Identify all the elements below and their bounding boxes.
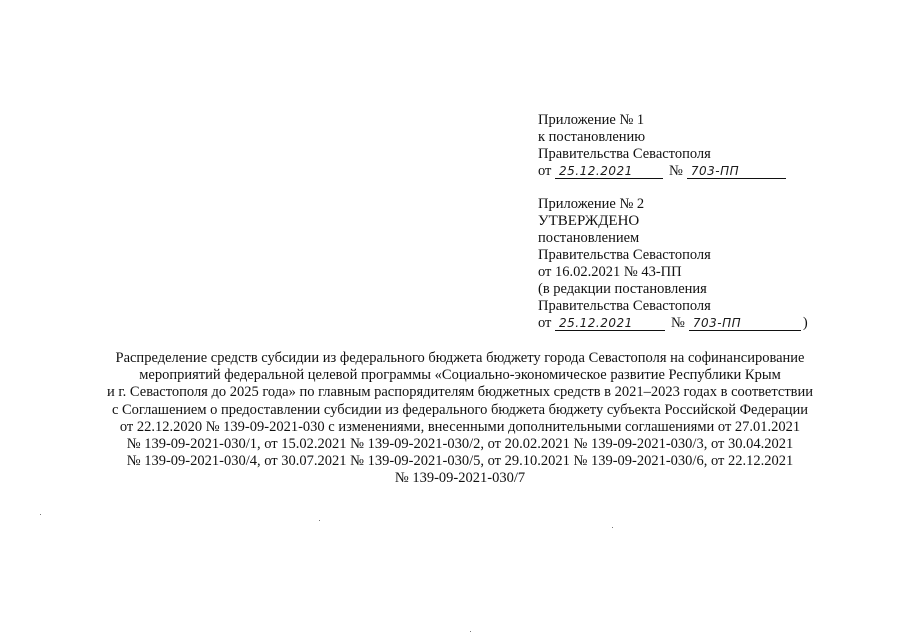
annex-2-close-paren: ): [802, 315, 808, 331]
annex-1-date-prefix: от: [538, 163, 552, 179]
annex-1-heading: Приложение № 1: [538, 112, 645, 128]
document-title: [70, 350, 850, 488]
annex-2-handwritten-number: 703-ПП: [689, 317, 801, 331]
annex-1-handwritten-number: 703-ПП: [687, 165, 786, 179]
annex-2-by-resolution: постановлением: [538, 230, 640, 246]
title-line-8: № 139-09-2021-030/7: [394, 470, 526, 487]
annex-2-government-2: Правительства Севастополя: [538, 298, 711, 314]
title-line-3: и г. Севастополя до 2025 года» по главным распорядителям бюджетных средств в 2021–2023 годах в соответствии: [106, 384, 814, 401]
title-line-5: от 22.12.2020 № 139-09-2021-030 с изменениями, внесенными дополнительными соглашениями от 27.01.2021: [119, 418, 801, 435]
annex-2-heading: Приложение № 2: [538, 196, 645, 212]
title-line-2: мероприятий федеральной целевой программы «Социально-экономическое развитие Республики Крым: [139, 367, 781, 384]
annex-2-approved: УТВЕРЖДЕНО: [538, 213, 640, 229]
title-line-6: № 139-09-2021-030/1, от 15.02.2021 № 139-09-2021-030/2, от 20.02.2021 № 139-09-2021-030/3, от 30.04.2021: [126, 436, 794, 453]
annex-1-block: [538, 112, 786, 180]
title-line-7: № 139-09-2021-030/4, от 30.07.2021 № 139-09-2021-030/5, от 29.10.2021 № 139-09-2021-030/6, от 22.12.2021: [126, 453, 794, 470]
annex-1-government: Правительства Севастополя: [538, 146, 711, 162]
annex-2-original-resolution: от 16.02.2021 № 43-ПП: [538, 264, 682, 280]
annex-2-number-prefix: №: [671, 315, 685, 331]
annex-2-government: Правительства Севастополя: [538, 247, 711, 263]
title-line-1: Распределение средств субсидии из федерального бюджета бюджету города Севастополя на софинансирование: [115, 350, 805, 366]
annex-1-number-prefix: №: [669, 163, 683, 179]
title-line-4: с Соглашением о предоставлении субсидии из федерального бюджета бюджету субъекта Российской Федерации: [111, 401, 809, 418]
scan-speck: [319, 520, 320, 521]
annex-2-date-prefix: от: [538, 315, 552, 331]
scan-speck: [40, 514, 41, 515]
scan-speck: [612, 527, 613, 528]
annex-1-date-number: [538, 163, 786, 180]
annex-2-edition: (в редакции постановления: [538, 281, 707, 297]
annex-1-handwritten-date: 25.12.2021: [555, 165, 663, 179]
annex-2-block: [538, 196, 808, 332]
scan-speck: [470, 631, 471, 632]
annex-2-date-number: [538, 315, 808, 332]
annex-2-handwritten-date: 25.12.2021: [555, 317, 665, 331]
annex-1-to-resolution: к постановлению: [538, 129, 646, 145]
